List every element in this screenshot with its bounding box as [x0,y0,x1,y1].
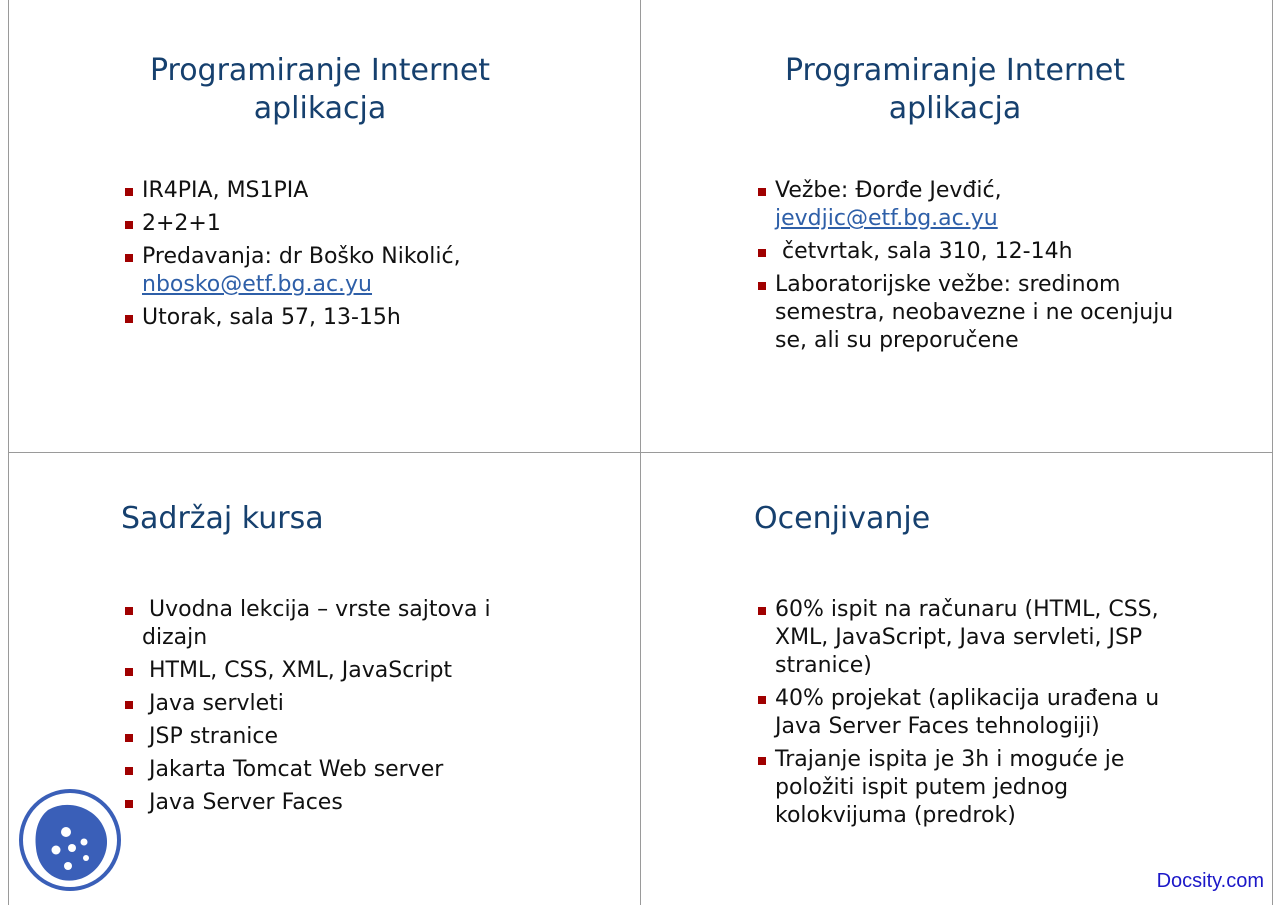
bullet-text: Jakarta Tomcat Web server [142,757,444,782]
slide-2-title-line1: Programiranje Internet [784,53,1126,88]
list-item [775,238,1255,266]
list-item [142,177,622,205]
bullet-text: IR4PIA, MS1PIA [142,178,309,203]
bullet-text: 2+2+1 [142,211,221,236]
bullet-text-line: položiti ispit putem jednog [775,775,1069,800]
slide-4-title: Ocenjivanje [754,501,931,536]
slide-1-title-line2: aplikacja [253,91,387,126]
slide-1-bullets [142,177,622,337]
docsity-brand-link[interactable]: Docsity.com [1156,870,1264,892]
slide-3-title: Sadržaj kursa [121,501,324,536]
bullet-icon [758,249,766,257]
bullet-icon [758,607,766,615]
bullet-text-line: dizajn [142,625,208,650]
list-item [775,685,1255,741]
list-item [142,243,622,299]
bullet-text: Utorak, sala 57, 13-15h [142,305,401,330]
docsity-logo-icon [18,788,122,892]
bullet-text-line: XML, JavaScript, Java servleti, JSP [775,625,1143,650]
bullet-icon [125,668,133,676]
bullet-icon [125,607,133,615]
list-item [142,304,622,332]
bullet-text: Predavanja: dr Boško Nikolić, [142,244,461,269]
bullet-icon [125,767,133,775]
bullet-text-line: Uvodna lekcija – vrste sajtova i [142,597,491,622]
slide-1-title [40,52,600,128]
list-item [775,271,1255,355]
frame-right [1272,0,1273,905]
bullet-icon [758,282,766,290]
slide-divider-horizontal [8,452,1272,453]
email-link[interactable]: nbosko@etf.bg.ac.yu [142,272,373,297]
list-item [775,746,1255,830]
bullet-text-line: 60% ispit na računaru (HTML, CSS, [775,597,1159,622]
list-item [142,210,622,238]
slide-2-bullets [775,177,1255,360]
bullet-text-line: 40% projekat (aplikacija urađena u [775,686,1160,711]
bullet-text-line: Java Server Faces tehnologiji) [775,714,1100,739]
list-item [775,177,1255,233]
bullet-text-line: stranice) [775,653,872,678]
list-item [142,789,622,817]
bullet-text-line: Trajanje ispita je 3h i moguće je [775,747,1125,772]
bullet-text: Vežbe: Đorđe Jevđić, [775,178,1002,203]
bullet-icon [125,734,133,742]
list-item [142,690,622,718]
bullet-text: četvrtak, sala 310, 12-14h [775,239,1073,264]
bullet-icon [125,701,133,709]
slide-2-title-line2: aplikacja [888,91,1022,126]
list-item [142,657,622,685]
bullet-text: JSP stranice [142,724,279,749]
bullet-icon [125,315,133,323]
bullet-icon [125,800,133,808]
bullet-text: Java Server Faces [142,790,343,815]
bullet-text-line: Laboratorijske vežbe: sredinom [775,272,1121,297]
slide-1-title-line1: Programiranje Internet [149,53,491,88]
bullet-icon [125,188,133,196]
list-item [142,756,622,784]
bullet-icon [125,254,133,262]
email-link[interactable]: jevdjic@etf.bg.ac.yu [775,206,998,231]
slide-2-title [675,52,1235,128]
bullet-text: HTML, CSS, XML, JavaScript [142,658,453,683]
bullet-icon [758,757,766,765]
list-item [142,596,622,652]
bullet-icon [125,221,133,229]
bullet-icon [758,696,766,704]
bullet-text-line: semestra, neobavezne i ne ocenjuju [775,300,1174,325]
list-item [142,723,622,751]
bullet-text-line: se, ali su preporučene [775,328,1019,353]
bullet-icon [758,188,766,196]
list-item [775,596,1255,680]
slide-4-bullets [775,596,1255,835]
bullet-text-line: kolokvijuma (predrok) [775,803,1016,828]
bullet-text: Java servleti [142,691,284,716]
slide-3-bullets [142,596,622,822]
